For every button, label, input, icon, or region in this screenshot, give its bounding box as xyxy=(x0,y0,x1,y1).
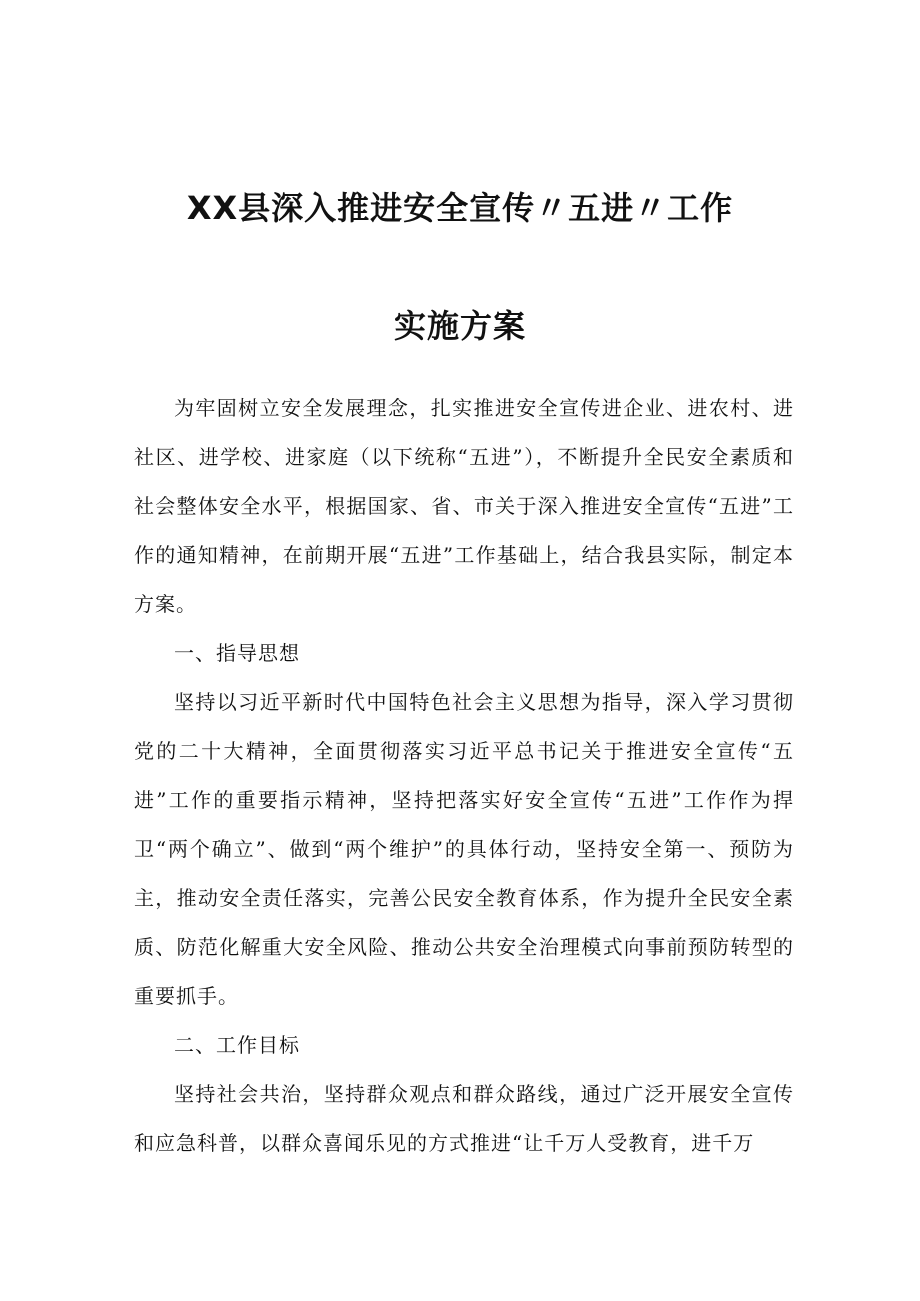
intro-paragraph: 为牢固树立安全发展理念，扎实推进安全宣传进企业、进农村、进社区、进学校、进家庭（以下统称“五进”），不断提升全民安全素质和社会整体安全水平，根据国家、省、市关于深入推进安全宣传“五进”工作的通知精神，在前期开展“五进”工作基础上，结合我县实际，制定本方案。 xyxy=(134,396,794,616)
section2-heading: 二、工作目标 xyxy=(174,1033,300,1057)
document-title-line1: XX县深入推进安全宣传〃五进〃工作 xyxy=(186,189,734,227)
section1-paragraph: 坚持以习近平新时代中国特色社会主义思想为指导，深入学习贯彻党的二十大精神，全面贯彻落实习近平总书记关于推进安全宣传“五进”工作的重要指示精神，坚持把落实好安全宣传“五进”工作作为捍卫“两个确立”、做到“两个维护”的具体行动，坚持安全第一、预防为主，推动安全责任落实，完善公民安全教育体系，作为提升全民安全素质、防范化解重大安全风险、推动公共安全治理模式向事前预防转型的重要抓手。 xyxy=(134,690,794,1008)
section1-heading: 一、指导思想 xyxy=(174,641,300,665)
document-body xyxy=(134,384,794,1168)
section2-paragraph: 坚持社会共治，坚持群众观点和群众路线，通过广泛开展安全宣传和应急科普，以群众喜闻乐见的方式推进“让千万人受教育，进千万 xyxy=(134,1082,794,1155)
document-title-line2: 实施方案 xyxy=(393,307,526,345)
